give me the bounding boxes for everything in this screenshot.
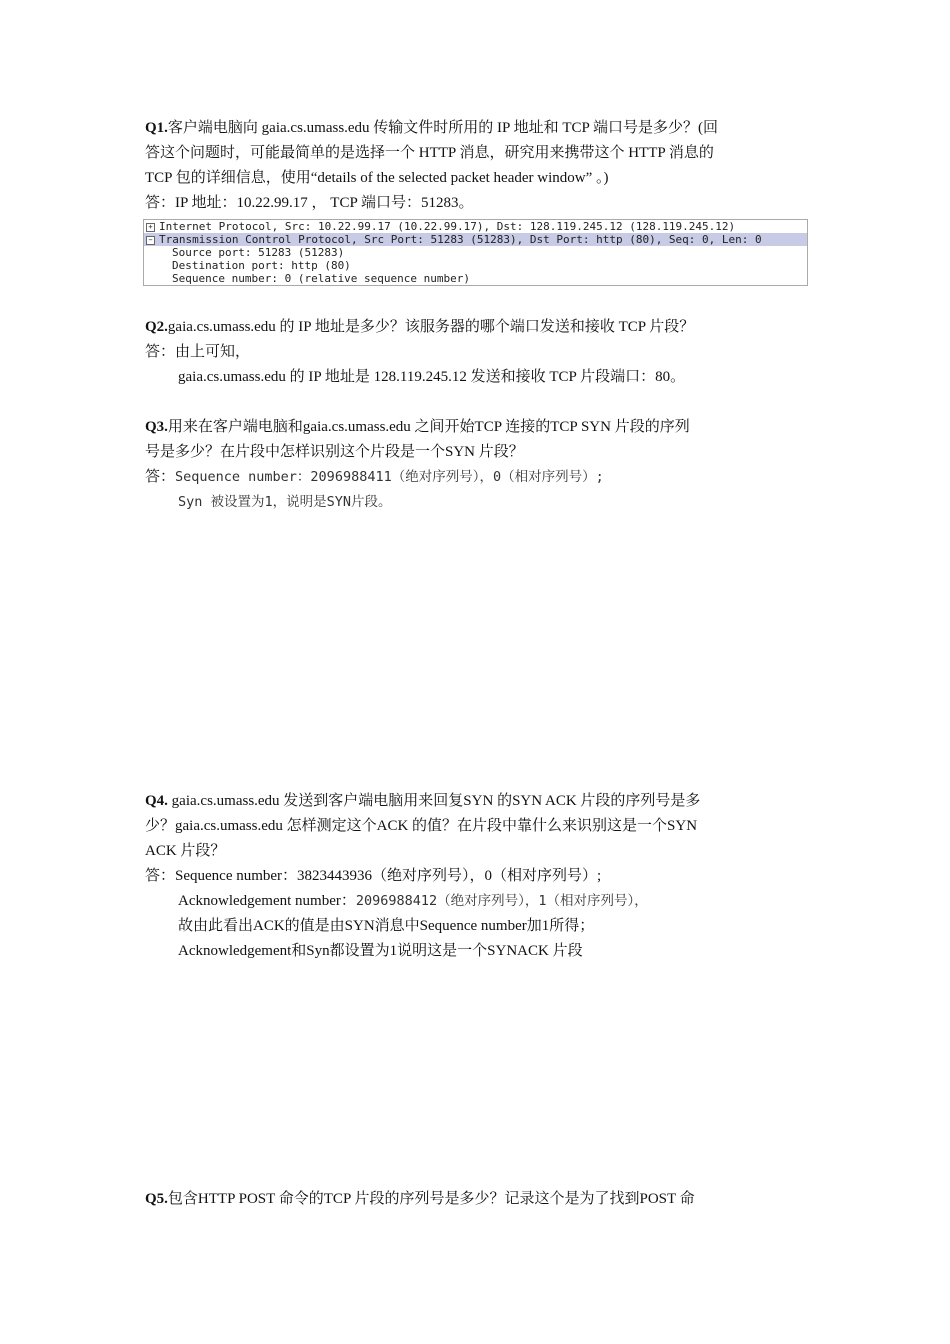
q3-label: Q3. xyxy=(145,419,168,435)
q4-answer-2a: Acknowledgement number： xyxy=(178,893,356,909)
q2-label: Q2. xyxy=(145,319,168,335)
q3-line-1 xyxy=(145,415,690,440)
q3-answer-prefix: 答： xyxy=(145,469,176,485)
packet-row-ip: + Internet Protocol, Src: 10.22.99.17 (10.22.99.17), Dst: 128.119.245.12 (128.119.245.12) xyxy=(144,220,807,233)
q1-line-3: TCP 包的详细信息，使用“details of the selected packet header window” 。) xyxy=(145,170,609,186)
q5-text-1: 包含HTTP POST 命令的TCP 片段的序列号是多少？记录这个是为了找到POST 命 xyxy=(167,1191,695,1207)
q1-answer: 答：IP 地址：10.22.99.17 ， TCP 端口号：51283。 xyxy=(145,195,474,211)
q4-answer-2b: 2096988412（绝对序列号），1（相对序列号）， xyxy=(355,893,648,909)
q5-label: Q5. xyxy=(145,1191,168,1207)
packet-row-source-port: Source port: 51283 (51283) xyxy=(172,246,345,259)
expand-icon: + xyxy=(146,223,155,232)
packet-row-tcp: − Transmission Control Protocol, Src Port: 51283 (51283), Dst Port: http (80), Seq: 0, Len: 0 xyxy=(144,233,807,246)
q4-answer-2 xyxy=(178,889,648,914)
q1-text-1: 客户端电脑向 gaia.cs.umass.edu 传输文件时所用的 IP 地址和 TCP 端口号是多少？(回 xyxy=(167,120,719,136)
q1-label: Q1. xyxy=(145,120,168,136)
q2-line-1 xyxy=(145,315,694,340)
q3-line-2: 号是多少？在片段中怎样识别这个片段是一个SYN 片段？ xyxy=(145,444,524,460)
q3-answer-2: Syn 被设置为1，说明是SYN片段。 xyxy=(178,494,392,510)
q4-line-2: 少？gaia.cs.umass.edu 怎样测定这个ACK 的值？在片段中靠什么来识别这是一个SYN xyxy=(145,818,698,834)
q1-line-2: 答这个问题时，可能最简单的是选择一个 HTTP 消息，研究用来携带这个 HTTP 消息的 xyxy=(145,145,714,161)
q3-answer-1 xyxy=(145,465,604,490)
q2-answer-1: 答：由上可知， xyxy=(145,344,251,360)
q4-text-1: gaia.cs.umass.edu 发送到客户端电脑用来回复SYN 的SYN ACK 片段的序列号是多 xyxy=(167,793,701,809)
packet-details-screenshot xyxy=(143,219,808,286)
packet-row-destination-port: Destination port: http (80) xyxy=(172,259,351,272)
q2-text-1: gaia.cs.umass.edu 的 IP 地址是多少？该服务器的哪个端口发送和接收 TCP 片段？ xyxy=(167,319,695,335)
packet-row-sequence-number: Sequence number: 0 (relative sequence number) xyxy=(172,272,471,285)
q4-line-1 xyxy=(145,789,700,814)
q4-answer-1: 答：Sequence number：3823443936（绝对序列号），0（相对序列号）; xyxy=(145,868,602,884)
q4-answer-4: Acknowledgement和Syn都设置为1说明这是一个SYNACK 片段 xyxy=(178,943,583,959)
q3-text-1: 用来在客户端电脑和gaia.cs.umass.edu 之间开始TCP 连接的TCP SYN 片段的序列 xyxy=(167,419,690,435)
q3-answer-text-1: Sequence number：2096988411（绝对序列号），0（相对序列号）; xyxy=(175,469,604,485)
q1-line-1 xyxy=(145,116,718,141)
q2-answer-2: gaia.cs.umass.edu 的 IP 地址是 128.119.245.12 发送和接收 TCP 片段端口：80。 xyxy=(178,369,686,385)
q4-line-3: ACK 片段？ xyxy=(145,843,226,859)
q4-answer-3: 故由此看出ACK的值是由SYN消息中Sequence number加1所得； xyxy=(178,918,595,934)
q4-label: Q4. xyxy=(145,793,168,809)
q5-line-1 xyxy=(145,1187,695,1212)
collapse-icon: − xyxy=(146,236,155,245)
